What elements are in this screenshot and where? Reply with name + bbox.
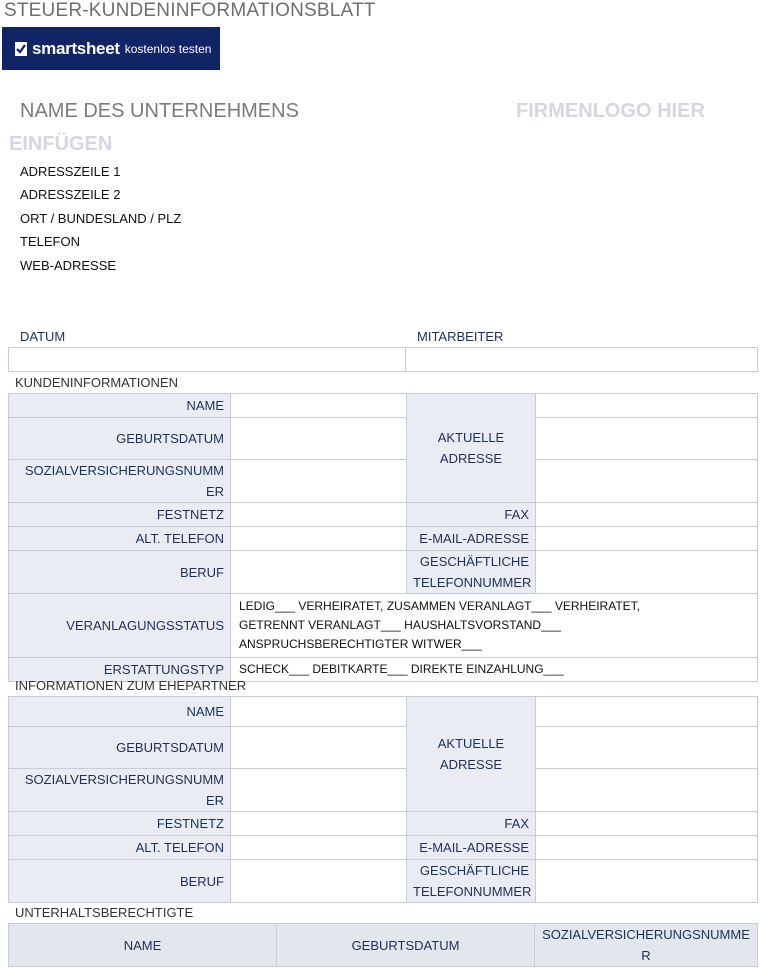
dependents-col-ssn-line1: SOZIALVERSICHERUNGSNUMME xyxy=(542,927,750,942)
refund-type-label: ERSTATTUNGSTYP xyxy=(9,658,231,682)
filing-options-line3: ANSPRUCHSBERECHTIGTER WITWER___ xyxy=(239,637,482,651)
spouse-address-label xyxy=(407,697,536,812)
employee-input[interactable] xyxy=(406,348,758,372)
client-landline-label: FESTNETZ xyxy=(9,503,231,527)
client-occupation-label: BERUF xyxy=(9,551,231,594)
spouse-alt-phone-input[interactable] xyxy=(231,836,407,860)
client-alt-phone-input[interactable] xyxy=(231,527,407,551)
date-input[interactable] xyxy=(9,348,406,372)
spouse-email-label: E-MAIL-ADRESSE xyxy=(407,836,536,860)
refund-type-options[interactable]: SCHECK___ DEBITKARTE___ DIREKTE EINZAHLUNG___ xyxy=(231,658,758,682)
filing-status-options[interactable] xyxy=(231,594,758,658)
client-birthdate-input[interactable] xyxy=(231,418,407,460)
client-business-phone-label-line1: GESCHÄFTLICHE xyxy=(419,554,529,569)
dependents-section-title: UNTERHALTSBERECHTIGTE xyxy=(15,905,194,920)
banner-cta: kostenlos testen xyxy=(124,41,212,56)
spouse-landline-label: FESTNETZ xyxy=(9,812,231,836)
address-line-2: ADRESSZEILE 2 xyxy=(20,187,121,202)
spouse-address-input-2[interactable] xyxy=(536,727,758,769)
spouse-address-input-1[interactable] xyxy=(536,697,758,727)
date-label: DATUM xyxy=(20,329,66,344)
spouse-occupation-input[interactable] xyxy=(231,860,407,903)
client-ssn-input[interactable] xyxy=(231,460,407,503)
spouse-business-phone-label-line2: TELEFONNUMMER xyxy=(413,884,532,899)
address-line-1: ADRESSZEILE 1 xyxy=(20,164,121,179)
dependents-col-ssn-line2: R xyxy=(641,948,651,963)
client-address-label-line1: AKTUELLE xyxy=(437,430,505,445)
spouse-business-phone-input[interactable] xyxy=(536,860,758,903)
client-address-label xyxy=(407,394,536,503)
document-title: STEUER-KUNDENINFORMATIONSBLATT xyxy=(4,0,376,21)
address-web: WEB-ADRESSE xyxy=(20,258,117,273)
client-ssn-label-line1: SOZIALVERSICHERUNGSNUMM xyxy=(24,463,224,478)
client-address-label-line2: ADRESSE xyxy=(439,451,503,466)
spouse-name-input[interactable] xyxy=(231,697,407,727)
spouse-birthdate-input[interactable] xyxy=(231,727,407,769)
spouse-occupation-label: BERUF xyxy=(9,860,231,903)
client-section-title: KUNDENINFORMATIONEN xyxy=(15,375,178,390)
client-ssn-label-line2: ER xyxy=(205,484,224,499)
spouse-name-label: NAME xyxy=(9,697,231,727)
banner-brand: smartsheet xyxy=(32,38,120,58)
spouse-address-input-3[interactable] xyxy=(536,769,758,812)
filing-status-label: VERANLAGUNGSSTATUS xyxy=(9,594,231,658)
dependents-col-name: NAME xyxy=(9,924,277,967)
spouse-business-phone-label-line1: GESCHÄFTLICHE xyxy=(419,863,529,878)
client-landline-input[interactable] xyxy=(231,503,407,527)
header-fields-table xyxy=(8,347,758,372)
client-name-input[interactable] xyxy=(231,394,407,418)
client-alt-phone-label: ALT. TELEFON xyxy=(9,527,231,551)
spouse-birthdate-label: GEBURTSDATUM xyxy=(9,727,231,769)
company-name: NAME DES UNTERNEHMENS xyxy=(20,100,299,122)
client-fax-input[interactable] xyxy=(536,503,758,527)
spouse-address-label-line2: ADRESSE xyxy=(439,757,503,772)
dependents-col-birthdate: GEBURTSDATUM xyxy=(277,924,535,967)
employee-label: MITARBEITER xyxy=(417,329,504,344)
client-info-table xyxy=(8,393,758,682)
client-address-input-1[interactable] xyxy=(536,394,758,418)
spouse-fax-input[interactable] xyxy=(536,812,758,836)
dependents-table xyxy=(8,923,758,967)
spouse-ssn-label-line2: ER xyxy=(205,793,224,808)
spouse-alt-phone-label: ALT. TELEFON xyxy=(9,836,231,860)
client-occupation-input[interactable] xyxy=(231,551,407,594)
address-city-state-zip: ORT / BUNDESLAND / PLZ xyxy=(20,211,182,226)
spouse-landline-input[interactable] xyxy=(231,812,407,836)
spouse-info-table xyxy=(8,696,758,903)
spouse-section-title: INFORMATIONEN ZUM EHEPARTNER xyxy=(15,678,247,693)
dependents-col-ssn xyxy=(535,924,758,967)
spouse-ssn-label-line1: SOZIALVERSICHERUNGSNUMM xyxy=(24,772,224,787)
client-name-label: NAME xyxy=(9,394,231,418)
filing-options-line1: LEDIG___ VERHEIRATET, ZUSAMMEN VERANLAGT___ VERHEIRATET, xyxy=(239,599,640,613)
spouse-ssn-label xyxy=(9,769,231,812)
client-address-input-2[interactable] xyxy=(536,418,758,460)
client-fax-label: FAX xyxy=(407,503,536,527)
address-phone: TELEFON xyxy=(20,234,80,249)
client-business-phone-input[interactable] xyxy=(536,551,758,594)
smartsheet-check-icon xyxy=(15,42,27,56)
client-business-phone-label-line2: TELEFONNUMMER xyxy=(413,575,532,590)
spouse-email-input[interactable] xyxy=(536,836,758,860)
client-birthdate-label: GEBURTSDATUM xyxy=(9,418,231,460)
client-business-phone-label xyxy=(407,551,536,594)
filing-options-line2: GETRENNT VERANLAGT___ HAUSHALTSVORSTAND___ xyxy=(239,618,562,632)
smartsheet-trial-banner[interactable] xyxy=(2,27,220,70)
client-ssn-label xyxy=(9,460,231,503)
spouse-business-phone-label xyxy=(407,860,536,903)
spouse-address-label-line1: AKTUELLE xyxy=(437,736,505,751)
client-email-label: E-MAIL-ADRESSE xyxy=(407,527,536,551)
logo-placeholder-line2: EINFÜGEN xyxy=(9,133,113,155)
spouse-ssn-input[interactable] xyxy=(231,769,407,812)
spouse-fax-label: FAX xyxy=(407,812,536,836)
client-email-input[interactable] xyxy=(536,527,758,551)
logo-placeholder-line1: FIRMENLOGO HIER xyxy=(516,100,705,122)
client-address-input-3[interactable] xyxy=(536,460,758,503)
